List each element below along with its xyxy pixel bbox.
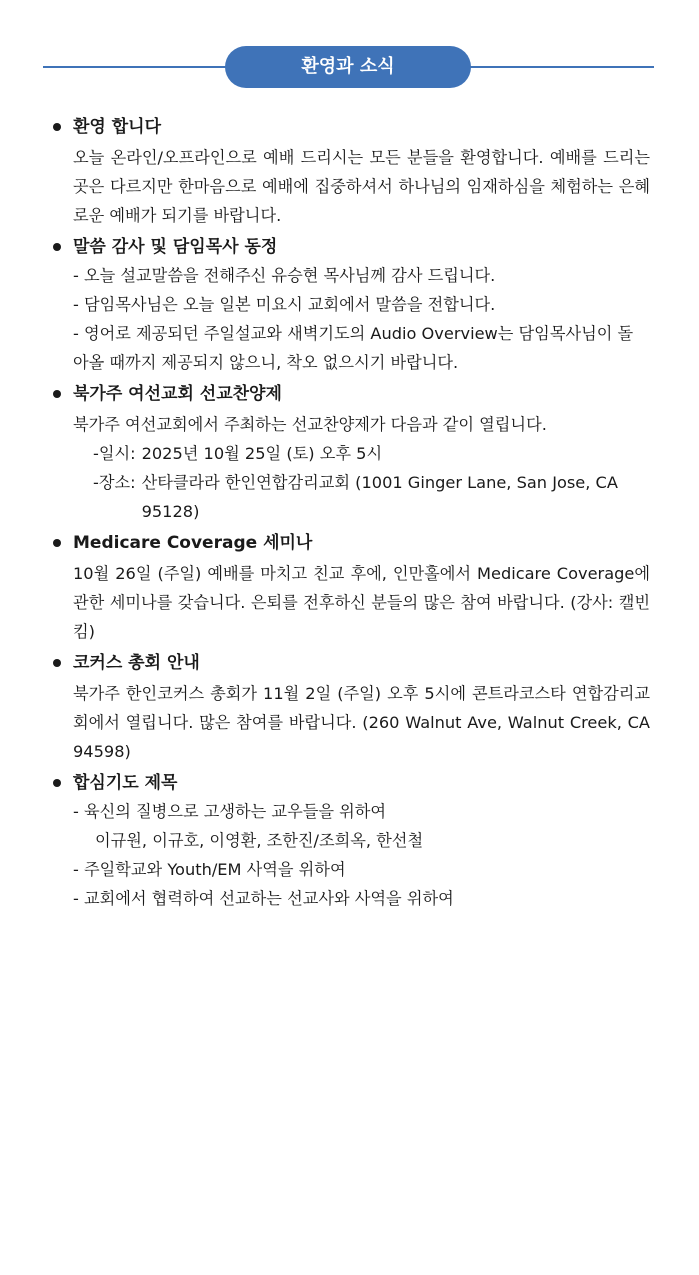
list-item: - 영어로 제공되던 주일설교와 새벽기도의 Audio Overview는 담임목사님이 돌아올 때까지 제공되지 않으니, 착오 없으시기 바랍니다. <box>73 324 634 372</box>
section-medicare-seminar <box>50 529 650 646</box>
section-paragraph: 북가주 한인코커스 총회가 11월 2일 (주일) 오후 5시에 콘트라코스타 연합감리교회에서 열립니다. 많은 참여를 바랍니다. (260 Walnut Ave, Walnut Creek, CA 94598) <box>73 684 650 761</box>
section-header <box>0 46 699 88</box>
section-mission-concert <box>50 380 650 526</box>
detail-row-place <box>50 468 650 526</box>
prayer-names: 이규원, 이규호, 이영환, 조한진/조희옥, 한선철 <box>95 831 424 850</box>
list-item: - 오늘 설교말씀을 전해주신 유승현 목사님께 감사 드립니다. <box>73 266 496 285</box>
detail-key: -일시: <box>93 444 136 463</box>
section-title: 환영 합니다 <box>50 113 650 141</box>
section-title: 말씀 감사 및 담임목사 동정 <box>50 233 650 261</box>
section-paragraph: 10월 26일 (주일) 예배를 마치고 친교 후에, 인만홀에서 Medicare Coverage에 관한 세미나를 갖습니다. 은퇴를 전후하신 분들의 많은 참여 바랍니다. (강사: 캘빈 킴) <box>73 564 650 641</box>
section-caucus-meeting <box>50 649 650 766</box>
detail-value: 2025년 10월 25일 (토) 오후 5시 <box>141 444 383 463</box>
list-item: - 주일학교와 Youth/EM 사역을 위하여 <box>73 860 346 879</box>
section-title: 북가주 여선교회 선교찬양제 <box>50 380 650 408</box>
detail-row-date <box>50 439 650 468</box>
section-paragraph: 오늘 온라인/오프라인으로 예배 드리시는 모든 분들을 환영합니다. 예배를 드리는 곳은 다르지만 한마음으로 예배에 집중하셔서 하나님의 임재하심을 체험하는 은혜로운 예배가 되기를 바랍니다. <box>73 148 650 225</box>
list-item: - 교회에서 협력하여 선교하는 선교사와 사역을 위하여 <box>73 889 454 908</box>
list-item: - 담임목사님은 오늘 일본 미요시 교회에서 말씀을 전합니다. <box>73 295 496 314</box>
detail-value: 산타클라라 한인연합감리교회 (1001 Ginger Lane, San Jose, CA 95128) <box>141 473 618 521</box>
section-welcome <box>50 113 650 230</box>
announcements-content <box>50 110 650 913</box>
section-title: 합심기도 제목 <box>50 769 650 797</box>
section-title-badge: 환영과 소식 <box>225 46 471 88</box>
section-prayer-topics <box>50 769 650 913</box>
detail-key: -장소: <box>93 473 136 492</box>
list-item: - 육신의 질병으로 고생하는 교우들을 위하여 <box>73 802 387 821</box>
section-sermon-thanks <box>50 233 650 377</box>
section-title: 코커스 총회 안내 <box>50 649 650 677</box>
section-title: Medicare Coverage 세미나 <box>50 529 650 557</box>
section-paragraph: 북가주 여선교회에서 주최하는 선교찬양제가 다음과 같이 열립니다. <box>73 415 547 434</box>
